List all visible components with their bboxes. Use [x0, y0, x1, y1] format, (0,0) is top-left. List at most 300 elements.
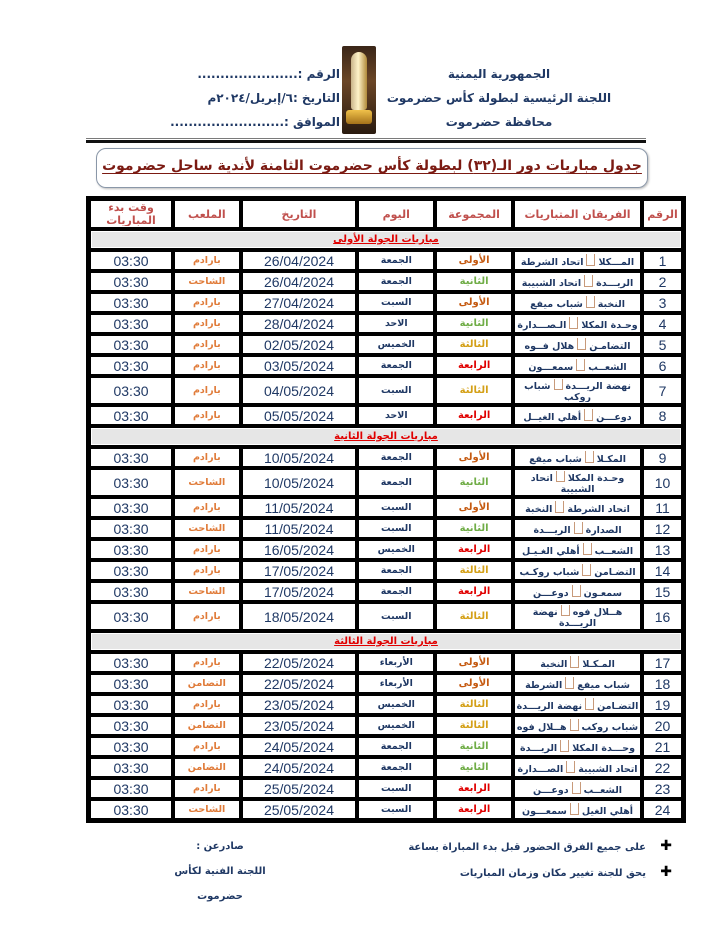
match-group: الأولى [435, 447, 513, 468]
corresponding-date: الموافق :......................... [170, 115, 340, 129]
match-teams [513, 313, 642, 334]
match-group: الثالثة [435, 376, 513, 405]
versus-separator-icon [574, 522, 583, 534]
table-row [89, 581, 683, 602]
match-number: 17 [642, 652, 683, 673]
match-number: 7 [642, 376, 683, 405]
match-group: الثالثة [435, 694, 513, 715]
table-row [89, 715, 683, 736]
team-a: المـــكلا [598, 256, 635, 268]
match-date: 04/05/2024 [241, 376, 358, 405]
match-venue: بارادم [173, 355, 241, 376]
team-b: نهضة الريـــدة [516, 700, 583, 712]
match-group: الثالثة [435, 560, 513, 581]
team-b: دوعـــن [533, 784, 569, 796]
match-time: 03:30 [89, 539, 173, 560]
committee-name: اللجنة الرئيسية لبطولة كأس حضرموت [386, 91, 612, 105]
team-a: اتحاد الشرطة [567, 503, 630, 515]
governorate-name: محافظة حضرموت [445, 115, 553, 129]
match-group: الرابعة [435, 539, 513, 560]
match-day: الخميس [357, 334, 435, 355]
match-venue: بارادم [173, 602, 241, 631]
match-venue: بارادم [173, 292, 241, 313]
match-time: 03:30 [89, 405, 173, 426]
match-time: 03:30 [89, 271, 173, 292]
match-number: 3 [642, 292, 683, 313]
team-b: اتحاد الشبيبة [530, 473, 595, 495]
team-b: شباب روكب [524, 381, 592, 403]
versus-separator-icon [586, 296, 595, 308]
team-a: الشعــب [583, 784, 623, 796]
issuer-name: اللجنة الفنية لكأس حضرموت [174, 866, 266, 902]
match-day: السبت [357, 376, 435, 405]
match-date: 17/05/2024 [241, 560, 358, 581]
match-teams [513, 447, 642, 468]
match-day: الخميس [357, 694, 435, 715]
match-teams [513, 405, 642, 426]
match-venue: الشاحت [173, 581, 241, 602]
match-venue: بارادم [173, 736, 241, 757]
team-a: الصدارة [585, 524, 622, 536]
match-day: السبت [357, 778, 435, 799]
match-group: الثانية [435, 271, 513, 292]
match-date: 11/05/2024 [241, 497, 358, 518]
match-number: 2 [642, 271, 683, 292]
match-teams [513, 694, 642, 715]
note-item: ✚يحق للجنة تغيير مكان وزمان المباريات [372, 860, 672, 886]
table-row [89, 736, 683, 757]
issued-by-label: صادرعن : [196, 841, 244, 852]
team-a: الشعــب [588, 361, 627, 373]
round-title: مباريات الجولة الثانية [89, 426, 683, 447]
match-venue: بارادم [173, 694, 241, 715]
match-time: 03:30 [89, 376, 173, 405]
col-header-venue: الملعب [173, 199, 241, 229]
match-number: 22 [642, 757, 683, 778]
match-time: 03:30 [89, 447, 173, 468]
match-date: 22/05/2024 [241, 652, 358, 673]
match-day: الخميس [357, 539, 435, 560]
table-row [89, 518, 683, 539]
match-number: 9 [642, 447, 683, 468]
match-number: 11 [642, 497, 683, 518]
table-row [89, 271, 683, 292]
match-teams [513, 778, 642, 799]
table-row [89, 497, 683, 518]
header-divider-thin [86, 138, 646, 139]
match-date: 10/05/2024 [241, 468, 358, 497]
col-header-teams: الفريقان المتباريات [513, 199, 642, 229]
versus-separator-icon [572, 585, 581, 597]
match-teams [513, 497, 642, 518]
team-b: سمعـــون [528, 361, 574, 373]
versus-separator-icon [582, 564, 591, 576]
team-a: شباب ميفع [577, 679, 630, 691]
match-teams [513, 581, 642, 602]
match-date: 25/05/2024 [241, 778, 358, 799]
match-group: الرابعة [435, 799, 513, 820]
versus-separator-icon [554, 378, 563, 390]
table-row [89, 292, 683, 313]
match-number: 8 [642, 405, 683, 426]
match-group: الثالثة [435, 334, 513, 355]
match-date: 02/05/2024 [241, 334, 358, 355]
match-date: 24/05/2024 [241, 736, 358, 757]
versus-separator-icon [566, 761, 575, 773]
team-a: المكـلا [596, 453, 626, 465]
team-b: النخبة [540, 658, 568, 670]
versus-separator-icon [585, 698, 594, 710]
table-row [89, 673, 683, 694]
team-b: هلال فــوه [524, 340, 575, 352]
match-group: الأولى [435, 250, 513, 271]
team-b: اتحاد الشبيبة [521, 277, 582, 289]
match-venue: بارادم [173, 778, 241, 799]
table-row [89, 602, 683, 631]
match-date: 16/05/2024 [241, 539, 358, 560]
match-day: السبت [357, 292, 435, 313]
reference-number: الرقم :...................... [197, 67, 340, 81]
match-date: 28/04/2024 [241, 313, 358, 334]
match-group: الثانية [435, 313, 513, 334]
match-number: 14 [642, 560, 683, 581]
versus-separator-icon [584, 275, 593, 287]
match-day: الجمعة [357, 250, 435, 271]
header-divider [86, 140, 646, 143]
match-number: 1 [642, 250, 683, 271]
versus-separator-icon [556, 470, 565, 482]
match-date: 11/05/2024 [241, 518, 358, 539]
document-date: التاريخ :٦/إبريل/٢٠٢٤م [207, 91, 340, 105]
match-number: 13 [642, 539, 683, 560]
team-a: المـكـلا [582, 658, 615, 670]
match-number: 24 [642, 799, 683, 820]
team-a: وحـدة المكلا [567, 473, 625, 484]
match-group: الثانية [435, 468, 513, 497]
table-row [89, 334, 683, 355]
match-time: 03:30 [89, 602, 173, 631]
versus-separator-icon [560, 740, 569, 752]
match-teams [513, 292, 642, 313]
match-number: 19 [642, 694, 683, 715]
signature-block [150, 834, 290, 909]
match-venue: الشاحت [173, 271, 241, 292]
team-a: التضـامن [594, 566, 636, 578]
versus-separator-icon [577, 338, 586, 350]
match-group: الأولى [435, 497, 513, 518]
round-header-row [89, 229, 683, 250]
team-a: الريـــدة [596, 277, 634, 289]
match-teams [513, 334, 642, 355]
note-item: ✚على جميع الفرق الحضور قبل بدء المباراة بساعة [372, 834, 672, 860]
notes-list [372, 834, 672, 886]
table-header-row [89, 199, 683, 229]
match-time: 03:30 [89, 292, 173, 313]
team-a: أهلي الغيل [581, 805, 634, 817]
table-row [89, 447, 683, 468]
versus-separator-icon [569, 317, 578, 329]
match-day: الأربعاء [357, 673, 435, 694]
trophy-logo-icon [342, 46, 376, 134]
team-b: نهضة الريـــدة [532, 607, 597, 629]
team-b: اتحاد الشرطة [520, 256, 584, 268]
versus-separator-icon [570, 656, 579, 668]
team-b: الشرطة [525, 679, 563, 691]
team-a: وحـدة المكلا [581, 319, 638, 331]
match-venue: بارادم [173, 250, 241, 271]
match-group: الأولى [435, 673, 513, 694]
team-b: هــلال فوه [516, 721, 567, 733]
table-row [89, 376, 683, 405]
team-a: اتحاد الشبيبة [578, 763, 638, 775]
team-b: شباب ميفع [530, 298, 583, 310]
match-venue: بارادم [173, 334, 241, 355]
match-teams [513, 376, 642, 405]
match-number: 12 [642, 518, 683, 539]
plus-bullet-icon: ✚ [660, 864, 672, 880]
team-a: وحـــدة المكلا [572, 742, 636, 754]
match-group: الثانية [435, 757, 513, 778]
match-date: 10/05/2024 [241, 447, 358, 468]
match-number: 18 [642, 673, 683, 694]
col-header-date: التاريخ [241, 199, 358, 229]
team-b: أهلي الغـيـل [521, 545, 580, 557]
match-group: الرابعة [435, 581, 513, 602]
versus-separator-icon [570, 719, 579, 731]
document-title-box [96, 148, 648, 188]
match-venue: الشاحت [173, 799, 241, 820]
document-title: جدول مباريات دور الـ(٣٢) لبطولة كأس حضرموت الثامنة لأندية ساحل حضرموت [102, 158, 642, 174]
match-teams [513, 757, 642, 778]
team-a: سمعـون [583, 587, 622, 599]
match-number: 21 [642, 736, 683, 757]
match-date: 26/04/2024 [241, 271, 358, 292]
match-day: الاحد [357, 405, 435, 426]
match-time: 03:30 [89, 799, 173, 820]
match-time: 03:30 [89, 313, 173, 334]
match-time: 03:30 [89, 518, 173, 539]
match-day: السبت [357, 602, 435, 631]
team-b: النخبة [525, 503, 553, 515]
match-date: 27/04/2024 [241, 292, 358, 313]
match-venue: بارادم [173, 405, 241, 426]
document-meta [140, 62, 340, 134]
match-date: 24/05/2024 [241, 757, 358, 778]
round-header-row [89, 426, 683, 447]
match-teams [513, 715, 642, 736]
match-teams [513, 673, 642, 694]
match-time: 03:30 [89, 652, 173, 673]
match-time: 03:30 [89, 250, 173, 271]
match-day: الجمعة [357, 560, 435, 581]
team-b: شباب روكـب [519, 566, 580, 578]
match-date: 18/05/2024 [241, 602, 358, 631]
match-day: الجمعة [357, 581, 435, 602]
team-a: الشعــب [594, 545, 634, 557]
round-header-row [89, 631, 683, 652]
match-number: 10 [642, 468, 683, 497]
match-day: الاحد [357, 313, 435, 334]
match-day: الخميس [357, 715, 435, 736]
match-time: 03:30 [89, 715, 173, 736]
table-row [89, 405, 683, 426]
match-group: الرابعة [435, 405, 513, 426]
match-time: 03:30 [89, 334, 173, 355]
match-time: 03:30 [89, 497, 173, 518]
match-date: 17/05/2024 [241, 581, 358, 602]
versus-separator-icon [583, 543, 592, 555]
match-day: الجمعة [357, 271, 435, 292]
match-date: 23/05/2024 [241, 694, 358, 715]
team-b: الصـــدارة [517, 763, 564, 775]
versus-separator-icon [585, 451, 594, 463]
match-venue: بارادم [173, 447, 241, 468]
team-a: دوعـــن [596, 411, 632, 423]
match-time: 03:30 [89, 468, 173, 497]
match-number: 4 [642, 313, 683, 334]
table-row [89, 539, 683, 560]
match-teams [513, 539, 642, 560]
match-group: الثالثة [435, 602, 513, 631]
country-name: الجمهورية اليمنية [447, 67, 551, 81]
match-venue: بارادم [173, 652, 241, 673]
match-time: 03:30 [89, 560, 173, 581]
table-row [89, 313, 683, 334]
match-teams [513, 250, 642, 271]
match-date: 03/05/2024 [241, 355, 358, 376]
match-group: الرابعة [435, 355, 513, 376]
team-b: الـصـــدارة [517, 319, 567, 331]
match-venue: التضامن [173, 757, 241, 778]
match-venue: بارادم [173, 560, 241, 581]
team-b: الريـــدة [533, 524, 571, 536]
match-date: 25/05/2024 [241, 799, 358, 820]
match-venue: بارادم [173, 376, 241, 405]
table-row [89, 468, 683, 497]
match-teams [513, 355, 642, 376]
team-a: نهضة الريـــدة [565, 381, 631, 392]
match-time: 03:30 [89, 673, 173, 694]
match-venue: بارادم [173, 313, 241, 334]
match-teams [513, 468, 642, 497]
table-row [89, 778, 683, 799]
match-day: الجمعة [357, 736, 435, 757]
team-b: دوعـــن [533, 587, 569, 599]
match-number: 16 [642, 602, 683, 631]
match-teams [513, 652, 642, 673]
plus-bullet-icon: ✚ [660, 838, 672, 854]
match-day: الجمعة [357, 355, 435, 376]
match-date: 22/05/2024 [241, 673, 358, 694]
match-day: الأربعاء [357, 652, 435, 673]
match-day: السبت [357, 497, 435, 518]
match-number: 23 [642, 778, 683, 799]
table-row [89, 652, 683, 673]
match-teams [513, 271, 642, 292]
versus-separator-icon [561, 604, 570, 616]
match-day: الجمعة [357, 447, 435, 468]
versus-separator-icon [586, 254, 595, 266]
match-date: 05/05/2024 [241, 405, 358, 426]
match-schedule-table [86, 196, 686, 823]
col-header-number: الرقم [642, 199, 683, 229]
versus-separator-icon [572, 782, 581, 794]
table-row [89, 250, 683, 271]
match-teams [513, 518, 642, 539]
versus-separator-icon [555, 501, 564, 513]
match-day: السبت [357, 799, 435, 820]
match-venue: التضامن [173, 673, 241, 694]
match-teams [513, 560, 642, 581]
table-row [89, 694, 683, 715]
team-b: شباب ميفع [529, 453, 582, 465]
table-row [89, 757, 683, 778]
team-b: الريـــدة [520, 742, 558, 754]
match-day: الجمعة [357, 757, 435, 778]
match-group: الرابعة [435, 778, 513, 799]
match-venue: الشاحت [173, 468, 241, 497]
match-group: الثالثة [435, 715, 513, 736]
match-time: 03:30 [89, 778, 173, 799]
match-group: الثانية [435, 518, 513, 539]
match-day: الجمعة [357, 468, 435, 497]
match-venue: بارادم [173, 539, 241, 560]
col-header-group: المجموعة [435, 199, 513, 229]
match-time: 03:30 [89, 581, 173, 602]
match-number: 5 [642, 334, 683, 355]
team-b: سمعـــون [521, 805, 567, 817]
team-a: التضامـن [589, 340, 631, 352]
match-venue: بارادم [173, 497, 241, 518]
match-number: 20 [642, 715, 683, 736]
match-time: 03:30 [89, 355, 173, 376]
versus-separator-icon [576, 359, 585, 371]
match-day: السبت [357, 518, 435, 539]
team-a: شباب روكب [581, 721, 639, 733]
team-a: النخبة [597, 298, 625, 310]
match-time: 03:30 [89, 736, 173, 757]
match-group: الأولى [435, 652, 513, 673]
col-header-day: اليوم [357, 199, 435, 229]
table-row [89, 799, 683, 820]
match-teams [513, 602, 642, 631]
match-teams [513, 736, 642, 757]
round-title: مباريات الجولة الأولى [89, 229, 683, 250]
versus-separator-icon [570, 803, 579, 815]
table-row [89, 355, 683, 376]
match-teams [513, 799, 642, 820]
col-header-time: وقت بدء المباريات [89, 199, 173, 229]
versus-separator-icon [584, 409, 593, 421]
match-venue: التضامن [173, 715, 241, 736]
match-group: الأولى [435, 292, 513, 313]
team-a: التضـامن [597, 700, 639, 712]
match-time: 03:30 [89, 757, 173, 778]
match-venue: الشاحت [173, 518, 241, 539]
team-a: هــلال فوه [572, 607, 623, 618]
round-title: مباريات الجولة الثالثة [89, 631, 683, 652]
match-date: 26/04/2024 [241, 250, 358, 271]
team-b: أهلي الغيــل [523, 411, 582, 423]
match-group: الثانية [435, 736, 513, 757]
match-number: 6 [642, 355, 683, 376]
match-date: 23/05/2024 [241, 715, 358, 736]
table-row [89, 560, 683, 581]
issuer-header [374, 62, 624, 134]
match-number: 15 [642, 581, 683, 602]
match-time: 03:30 [89, 694, 173, 715]
versus-separator-icon [565, 677, 574, 689]
